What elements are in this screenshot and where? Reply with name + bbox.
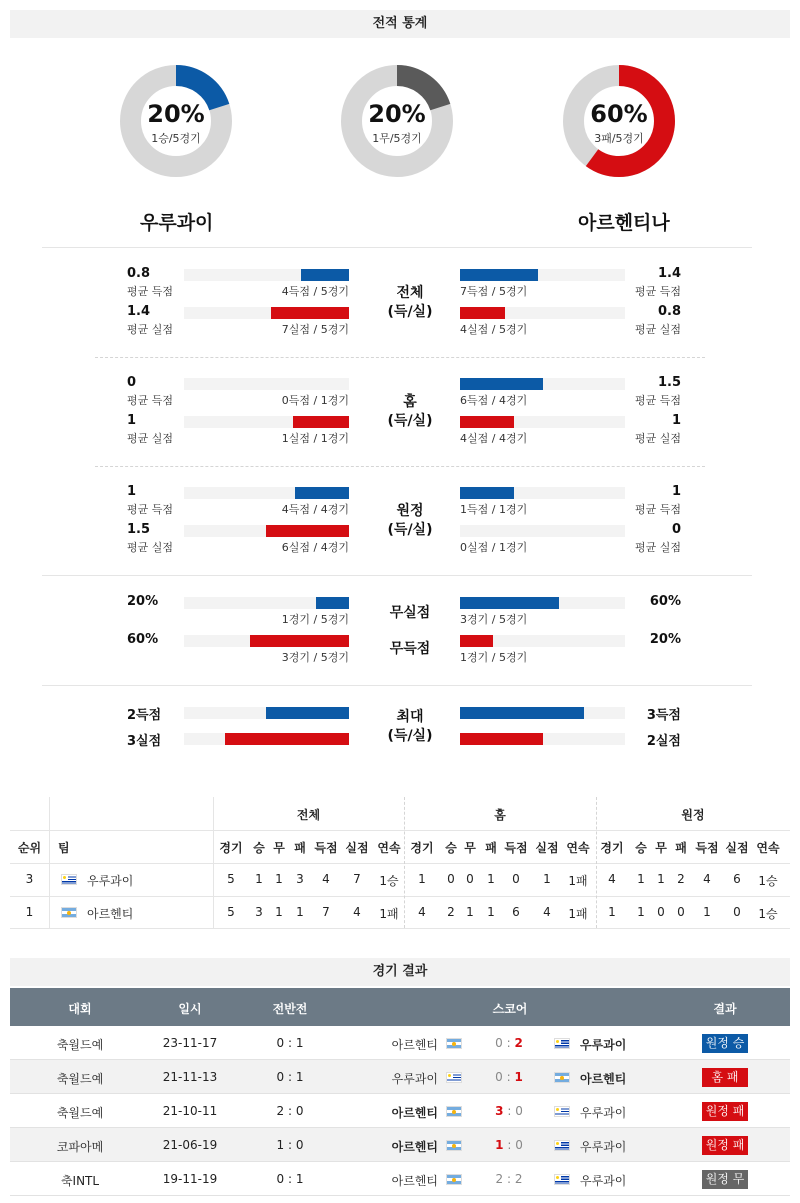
standings-cell: 0 (657, 905, 665, 919)
stat-bar (225, 733, 349, 745)
table-subheader: 실점 (535, 841, 559, 855)
stat-bar (271, 307, 349, 319)
argentina-flag-icon (554, 1072, 570, 1083)
score-separator: : (502, 1036, 515, 1050)
bar-track (184, 378, 349, 390)
bar-caption: 4득점 / 5경기 (281, 285, 349, 298)
table-subheader: 승 (253, 841, 265, 855)
stat-value: 1.5 (127, 522, 151, 537)
argentina-flag-icon (446, 1038, 462, 1049)
stat-value: 3실점 (127, 734, 162, 749)
category-label-line: 최대 (396, 709, 424, 725)
stat-bar (295, 487, 349, 499)
result-halftime: 0 : 1 (276, 1172, 304, 1186)
category-label-line: 전체 (396, 285, 424, 301)
bar-caption: 3경기 / 5경기 (460, 613, 528, 626)
standings-cell: 1 (275, 872, 283, 886)
stat-label: 평균 실점 (127, 432, 174, 445)
away-score: 0 (515, 1138, 523, 1152)
uruguay-flag-icon (446, 1072, 462, 1083)
standings-cell: 4 (703, 872, 711, 886)
bar-caption: 1경기 / 5경기 (281, 613, 349, 626)
table-subheader: 패 (294, 841, 306, 855)
table-subheader: 무 (655, 841, 667, 855)
standings-cell: 1 (487, 905, 495, 919)
result-score (489, 1070, 529, 1084)
table-group-header: 원정 (681, 808, 705, 822)
stat-value: 0 (671, 522, 681, 537)
result-away-team[interactable]: 우루과이 (580, 1174, 627, 1188)
home-score: 0 (495, 1070, 503, 1084)
donut-percent: 60% (590, 100, 648, 128)
stat-value: 0 (127, 375, 137, 390)
standings-cell: 1 (543, 872, 551, 886)
bar-caption: 7득점 / 5경기 (460, 285, 528, 298)
divider-line (42, 685, 752, 686)
stat-value: 1 (671, 484, 681, 499)
stat-value: 1.4 (127, 304, 151, 319)
standings-team-name[interactable]: 아르헨티 (87, 907, 134, 921)
result-halftime: 2 : 0 (276, 1104, 304, 1118)
category-label-line: 원정 (396, 503, 424, 519)
stat-bar (266, 707, 349, 719)
table-subheader: 경기 (600, 841, 624, 855)
stat-value: 2실점 (646, 734, 681, 749)
donut-percent: 20% (147, 100, 205, 128)
away-score: 1 (514, 1070, 523, 1084)
standings-cell: 1 (637, 872, 645, 886)
score-separator: : (503, 1138, 516, 1152)
stat-value: 20% (649, 632, 681, 647)
result-badge: 원정 패 (702, 1136, 748, 1155)
bar-caption: 0득점 / 1경기 (281, 394, 349, 407)
result-date: 19-11-19 (162, 1172, 218, 1186)
table-header-team: 팀 (58, 841, 70, 855)
table-subheader: 패 (675, 841, 687, 855)
category-label: 무실점 (389, 605, 431, 621)
results-header-cell: 대회 (68, 1002, 92, 1016)
stat-value: 60% (127, 632, 159, 647)
team-name-left: 우루과이 (140, 212, 214, 234)
results-header-cell: 전반전 (272, 1002, 308, 1016)
result-halftime: 1 : 0 (276, 1138, 304, 1152)
uruguay-flag-icon (554, 1038, 570, 1049)
standings-cell: 6 (512, 905, 520, 919)
standings-team-name[interactable]: 우루과이 (87, 874, 134, 888)
standings-cell: 1 (657, 872, 665, 886)
donut-chart (341, 65, 453, 177)
stat-value: 1.5 (657, 375, 681, 390)
table-subheader: 실점 (725, 841, 749, 855)
result-league: 축월드예 (56, 1038, 104, 1052)
stat-value: 20% (127, 594, 159, 609)
result-score (489, 1036, 529, 1050)
table-line (10, 928, 790, 929)
bar-caption: 1득점 / 1경기 (460, 503, 528, 516)
standings-cell: 1 (487, 872, 495, 886)
bar-caption: 4실점 / 4경기 (460, 432, 528, 445)
bar-track (460, 525, 625, 537)
result-halftime: 0 : 1 (276, 1070, 304, 1084)
standings-cell: 4 (418, 905, 426, 919)
table-subheader: 연속 (377, 841, 401, 855)
stat-bar (460, 416, 514, 428)
standings-cell: 5 (227, 905, 235, 919)
score-separator: : (503, 1104, 516, 1118)
home-score: 2 (495, 1172, 504, 1186)
standings-cell: 1패 (568, 907, 588, 921)
stat-value: 1 (671, 413, 681, 428)
standings-cell: 1패 (379, 907, 399, 921)
standings-cell: 1 (255, 872, 263, 886)
standings-rank: 1 (25, 905, 34, 919)
divider-line (42, 247, 752, 248)
stats-section-title: 전적 통계 (10, 10, 790, 38)
result-home-team[interactable]: 아르헨티 (391, 1140, 438, 1154)
table-line (10, 863, 790, 864)
table-group-header: 전체 (296, 808, 321, 822)
home-score: 1 (495, 1138, 504, 1152)
standings-cell: 1 (466, 905, 474, 919)
stat-bar (460, 733, 543, 745)
standings-cell: 1승 (758, 907, 778, 921)
table-vline (49, 797, 50, 928)
standings-cell: 4 (608, 872, 616, 886)
standings-cell: 4 (353, 905, 361, 919)
donut-sub-label: 3패/5경기 (594, 132, 644, 145)
standings-cell: 1 (608, 905, 616, 919)
stat-label: 평균 득점 (127, 503, 174, 516)
standings-cell: 3 (255, 905, 263, 919)
stat-value: 3득점 (646, 708, 681, 723)
category-label-line: (득/실) (387, 304, 433, 320)
result-badge: 원정 패 (702, 1102, 748, 1121)
results-header-cell: 결과 (713, 1002, 737, 1016)
results-header-cell: 일시 (178, 1002, 202, 1016)
argentina-flag-icon (446, 1106, 462, 1117)
stat-label: 평균 실점 (634, 541, 681, 554)
category-label: 무득점 (389, 641, 431, 657)
away-score: 2 (514, 1036, 523, 1050)
result-date: 21-10-11 (162, 1104, 218, 1118)
result-score (489, 1104, 529, 1118)
stat-bar (293, 416, 349, 428)
stat-bar (316, 597, 349, 609)
results-section-title: 경기 결과 (10, 958, 790, 986)
result-badge: 홈 패 (702, 1068, 748, 1087)
standings-cell: 1 (418, 872, 426, 886)
table-subheader: 실점 (345, 841, 369, 855)
result-score (489, 1138, 529, 1152)
category-label (360, 708, 460, 746)
stat-label: 평균 득점 (634, 503, 681, 516)
table-subheader: 연속 (756, 841, 780, 855)
category-label-line: (득/실) (387, 522, 433, 538)
standings-cell: 1 (637, 905, 645, 919)
stat-value: 1.4 (657, 266, 681, 281)
standings-cell: 3 (296, 872, 304, 886)
results-header-cell: 스코어 (492, 1002, 528, 1016)
divider-line (42, 575, 752, 576)
result-league: 축월드예 (56, 1072, 104, 1086)
category-label-line: (득/실) (387, 413, 433, 429)
home-score: 3 (495, 1104, 504, 1118)
table-group-header: 홈 (494, 808, 506, 822)
table-subheader: 득점 (504, 841, 528, 855)
result-score (489, 1172, 529, 1186)
stat-label: 평균 득점 (634, 285, 681, 298)
stat-label: 평균 실점 (634, 323, 681, 336)
score-separator: : (502, 1070, 515, 1084)
result-date: 21-11-13 (162, 1070, 218, 1084)
table-subheader: 득점 (314, 841, 338, 855)
donut-chart (120, 65, 232, 177)
result-home-team[interactable]: 아르헨티 (391, 1038, 438, 1052)
table-line (10, 896, 790, 897)
stat-bar (460, 378, 543, 390)
uruguay-flag-icon (554, 1106, 570, 1117)
table-header-rank: 순위 (17, 841, 42, 855)
table-subheader: 득점 (695, 841, 719, 855)
result-league: 코파아메 (56, 1140, 104, 1154)
result-home-team[interactable]: 우루과이 (391, 1072, 438, 1086)
away-score: 2 (514, 1172, 523, 1186)
standings-cell: 1승 (758, 874, 778, 888)
standings-cell: 0 (466, 872, 474, 886)
standings-cell: 1패 (568, 874, 588, 888)
result-date: 23-11-17 (162, 1036, 218, 1050)
stat-value: 60% (649, 594, 681, 609)
result-badge: 원정 승 (702, 1034, 748, 1053)
result-league: 축월드예 (56, 1106, 104, 1120)
bar-caption: 4실점 / 5경기 (460, 323, 528, 336)
category-label-line: 홈 (403, 394, 417, 410)
stat-label: 평균 실점 (634, 432, 681, 445)
bar-caption: 1실점 / 1경기 (281, 432, 349, 445)
stat-label: 평균 득점 (127, 394, 174, 407)
stat-bar (301, 269, 349, 281)
away-score: 0 (515, 1104, 523, 1118)
table-subheader: 패 (485, 841, 497, 855)
table-subheader: 승 (445, 841, 457, 855)
stat-value: 1 (127, 413, 137, 428)
standings-cell: 1 (296, 905, 304, 919)
stat-label: 평균 실점 (127, 323, 174, 336)
table-subheader: 경기 (410, 841, 434, 855)
stat-label: 평균 득점 (127, 285, 174, 298)
stat-value: 0.8 (657, 304, 681, 319)
standings-cell: 0 (677, 905, 685, 919)
result-date: 21-06-19 (162, 1138, 218, 1152)
stat-bar (460, 597, 559, 609)
argentina-flag-icon (446, 1140, 462, 1151)
bar-caption: 0실점 / 1경기 (460, 541, 528, 554)
standings-cell: 4 (322, 872, 330, 886)
stat-bar (460, 635, 493, 647)
standings-cell: 6 (733, 872, 741, 886)
stat-bar (250, 635, 349, 647)
standings-cell: 0 (447, 872, 455, 886)
stat-value: 0.8 (127, 266, 151, 281)
standings-cell: 1 (703, 905, 711, 919)
argentina-flag-icon (446, 1174, 462, 1185)
result-halftime: 0 : 1 (276, 1036, 304, 1050)
bar-caption: 1경기 / 5경기 (460, 651, 528, 664)
result-home-team[interactable]: 아르헨티 (391, 1174, 438, 1188)
bar-caption: 3경기 / 5경기 (281, 651, 349, 664)
result-away-team[interactable]: 우루과이 (580, 1106, 627, 1120)
bar-caption: 6득점 / 4경기 (460, 394, 528, 407)
table-subheader: 무 (464, 841, 476, 855)
standings-cell: 1 (275, 905, 283, 919)
standings-cell: 7 (322, 905, 330, 919)
category-label (360, 502, 460, 540)
stat-bar (460, 707, 584, 719)
stat-bar (460, 307, 505, 319)
table-subheader: 승 (635, 841, 647, 855)
uruguay-flag-icon (554, 1140, 570, 1151)
divider-line (95, 466, 705, 467)
argentina-flag-icon (61, 907, 77, 918)
donut-chart (563, 65, 675, 177)
stat-label: 평균 득점 (634, 394, 681, 407)
uruguay-flag-icon (61, 874, 77, 885)
table-subheader: 경기 (219, 841, 243, 855)
standings-cell: 2 (447, 905, 455, 919)
standings-cell: 7 (353, 872, 361, 886)
uruguay-flag-icon (554, 1174, 570, 1185)
team-name-right: 아르헨티나 (578, 212, 670, 234)
stat-value: 1 (127, 484, 137, 499)
result-home-team[interactable]: 아르헨티 (391, 1106, 438, 1120)
bar-caption: 6실점 / 4경기 (281, 541, 349, 554)
home-score: 0 (495, 1036, 503, 1050)
result-away-team[interactable]: 우루과이 (580, 1140, 627, 1154)
donut-percent: 20% (368, 100, 426, 128)
category-label (360, 284, 460, 322)
category-label (360, 393, 460, 431)
result-away-team[interactable]: 아르헨티 (580, 1072, 627, 1086)
standings-rank: 3 (25, 872, 34, 886)
bar-caption: 7실점 / 5경기 (281, 323, 349, 336)
bar-caption: 4득점 / 4경기 (281, 503, 349, 516)
standings-cell: 0 (733, 905, 741, 919)
donut-sub-label: 1무/5경기 (372, 132, 422, 145)
stat-label: 평균 실점 (127, 541, 174, 554)
result-badge: 원정 무 (702, 1170, 748, 1189)
score-separator: : (503, 1172, 515, 1186)
standings-cell: 4 (543, 905, 551, 919)
donut-sub-label: 1승/5경기 (151, 132, 201, 145)
result-league: 축INTL (60, 1174, 100, 1188)
stat-bar (460, 269, 538, 281)
divider-line (95, 357, 705, 358)
table-subheader: 무 (273, 841, 285, 855)
stat-bar (266, 525, 349, 537)
table-subheader: 연속 (566, 841, 590, 855)
stat-bar (460, 487, 514, 499)
standings-cell: 0 (512, 872, 520, 886)
standings-cell: 2 (677, 872, 685, 886)
stat-value: 2득점 (127, 708, 162, 723)
table-line (10, 830, 790, 831)
standings-cell: 5 (227, 872, 235, 886)
result-away-team[interactable]: 우루과이 (580, 1038, 627, 1052)
standings-cell: 1승 (379, 874, 399, 888)
category-label-line: (득/실) (387, 728, 433, 744)
